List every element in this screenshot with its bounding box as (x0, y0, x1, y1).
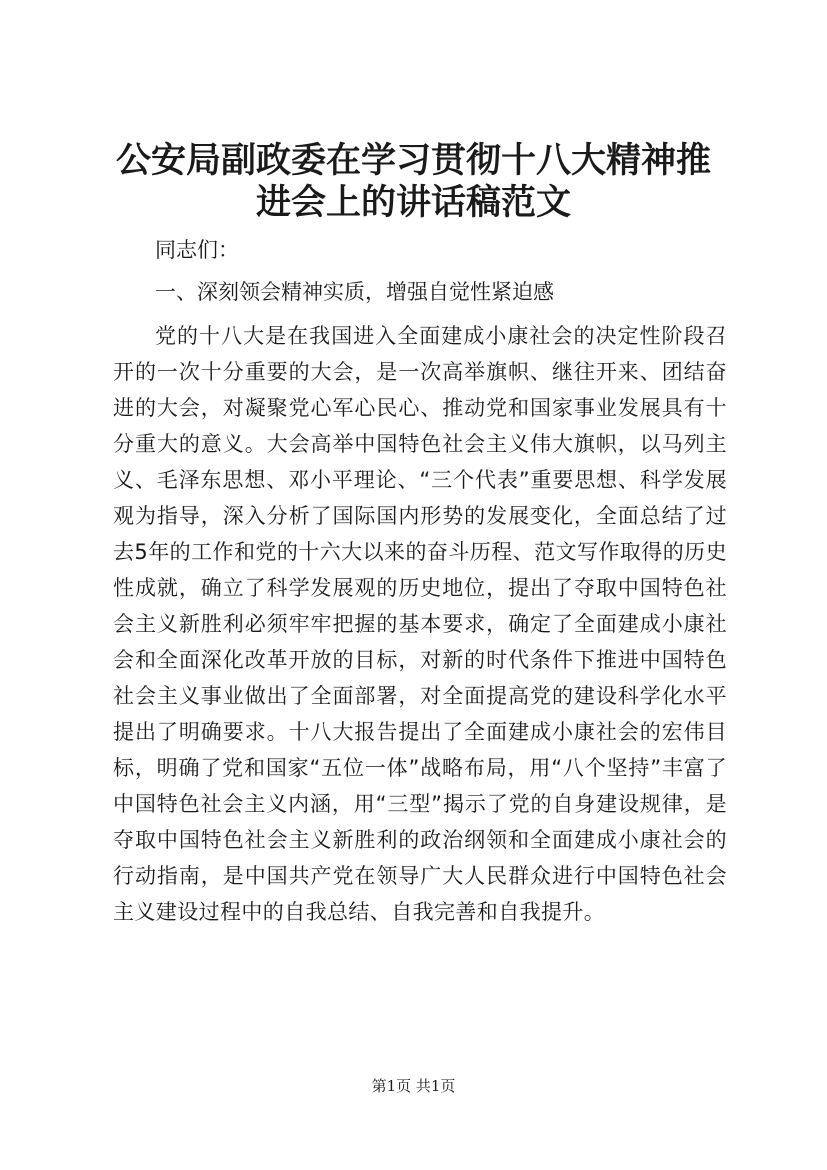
page-footer: 第1页 共1页 (371, 1077, 456, 1095)
document-body (113, 232, 727, 930)
section-heading: 一、深刻领会精神实质，增强自觉性紧迫感 (155, 280, 554, 304)
body-paragraph: 党的十八大是在我国进入全面建成小康社会的决定性阶段召开的一次十分重要的大会，是一次高举旗帜、继往开来、团结奋进的大会，对凝聚党心军心民心、推动党和国家事业发展具有十分重大的意义。大会高举中国特色社会主义伟大旗帜，以马列主义、毛泽东思想、邓小平理论、“三个代表”重要思想、科学发展观为指导，深入分析了国际国内形势的发展变化，全面总结了过去5年的工作和党的十六大以来的奋斗历程、范文写作取得的历史性成就，确立了科学发展观的历史地位，提出了夺取中国特色社会主义新胜利必须牢牢把握的基本要求，确定了全面建成小康社会和全面深化改革开放的目标，对新的时代条件下推进中国特色社会主义事业做出了全面部署，对全面提高党的建设科学化水平提出了明确要求。十八大报告提出了全面建成小康社会的宏伟目标，明确了党和国家“五位一体”战略布局，用“八个坚持”丰富了中国特色社会主义内涵，用“三型”揭示了党的自身建设规律，是夺取中国特色社会主义新胜利的政治纲领和全面建成小康社会的行动指南，是中国共产党在领导广大人民群众进行中国特色社会主义建设过程中的自我总结、自我完善和自我提升。 (113, 324, 727, 924)
document-title: 公安局副政委在学习贯彻十八大精神推进会上的讲话稿范文 (115, 140, 711, 223)
salutation: 同志们： (155, 238, 239, 262)
